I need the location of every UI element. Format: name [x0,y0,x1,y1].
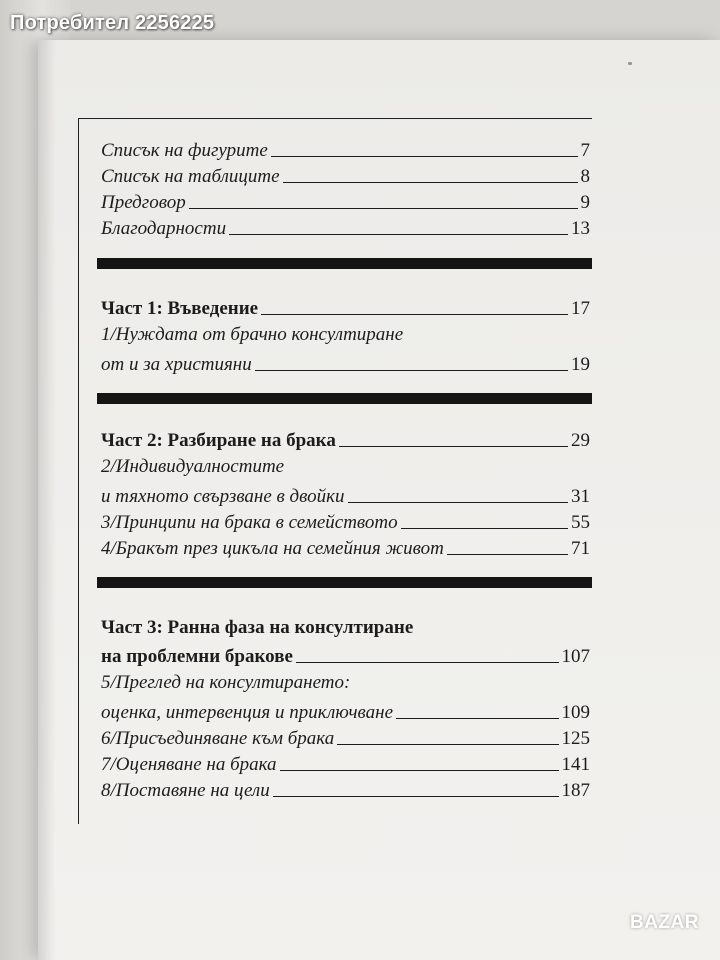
toc-chapter-4 [101,532,590,558]
uploader-label: Потребител 2256225 [10,12,215,34]
toc-entry-figures [101,134,590,160]
toc-entry-preface [101,186,590,212]
top-rule [79,118,592,119]
part-3-title: Част 3: Ранна фаза на консултиране [101,617,414,638]
part-title: на проблемни бракове [101,646,293,667]
leader-line [337,744,558,745]
toc-entry-page: 29 [571,430,590,451]
leader-line [296,662,559,663]
page-speck [628,62,632,65]
leader-line [273,796,559,797]
toc-chapter-2 [101,480,590,506]
toc-entry-page: 187 [561,780,590,801]
leader-line [271,156,578,157]
toc-entry-title: Списък на таблиците [101,166,280,187]
part-title: Част 2: Разбиране на брака [101,430,336,451]
chapter-2-title: 2/Индивидуалностите [101,456,285,477]
table-of-contents [78,118,592,824]
toc-entry-page: 8 [580,166,590,187]
spine-shadow [38,40,56,960]
toc-chapter-8 [101,774,590,800]
toc-entry-title: 3/Принципи на брака в семейството [101,512,398,533]
toc-entry-tables [101,160,590,186]
toc-entry-page: 13 [571,218,590,239]
toc-entry-title: Благодарности [101,218,227,239]
leader-line [229,234,568,235]
toc-chapter-3 [101,506,590,532]
toc-entry-page: 17 [571,298,590,319]
leader-line [447,554,568,555]
leader-line [401,528,568,529]
toc-entry-page: 7 [580,140,590,161]
leader-line [283,182,578,183]
section-divider-bar [97,258,592,269]
toc-part-3 [101,640,590,666]
toc-entry-page: 109 [561,702,590,723]
toc-part-1 [101,292,590,318]
leader-line [261,314,568,315]
toc-entry-title: 8/Поставяне на цели [101,780,270,801]
toc-entry-page: 19 [571,354,590,375]
leader-line [189,208,578,209]
toc-entry-page: 141 [561,754,590,775]
bazar-watermark: BAZAR [630,912,699,933]
toc-entry-title: Предговор [101,192,186,213]
toc-entry-page: 55 [571,512,590,533]
toc-chapter-7 [101,748,590,774]
toc-entry-title: 6/Присъединяване към брака [101,728,335,749]
leader-line [339,446,568,447]
leader-line [255,370,568,371]
chapter-1-title: 1/Нуждата от брачно консултиране [101,324,404,345]
toc-part-2 [101,424,590,450]
toc-entry-acknowledgments [101,212,590,238]
toc-entry-title: оценка, интервенция и приключване [101,702,394,723]
toc-chapter-1 [101,348,590,374]
toc-entry-title: 4/Бракът през цикъла на семейния живот [101,538,444,559]
section-divider-bar [97,393,592,404]
toc-entry-title: Списък на фигурите [101,140,268,161]
toc-entry-page: 125 [561,728,590,749]
toc-entry-page: 9 [580,192,590,213]
chapter-5-title: 5/Преглед на консултирането: [101,672,351,693]
toc-entry-page: 31 [571,486,590,507]
section-divider-bar [97,577,592,588]
toc-entry-page: 107 [561,646,590,667]
toc-entry-title: 7/Оценяване на брака [101,754,277,775]
toc-entry-page: 71 [571,538,590,559]
toc-chapter-5 [101,696,590,722]
toc-entry-title: и тяхното свързване в двойки [101,486,345,507]
part-title: Част 1: Въведение [101,298,259,319]
leader-line [280,770,559,771]
leader-line [396,718,558,719]
leader-line [348,502,568,503]
toc-chapter-6 [101,722,590,748]
toc-entry-title: от и за християни [101,354,252,375]
